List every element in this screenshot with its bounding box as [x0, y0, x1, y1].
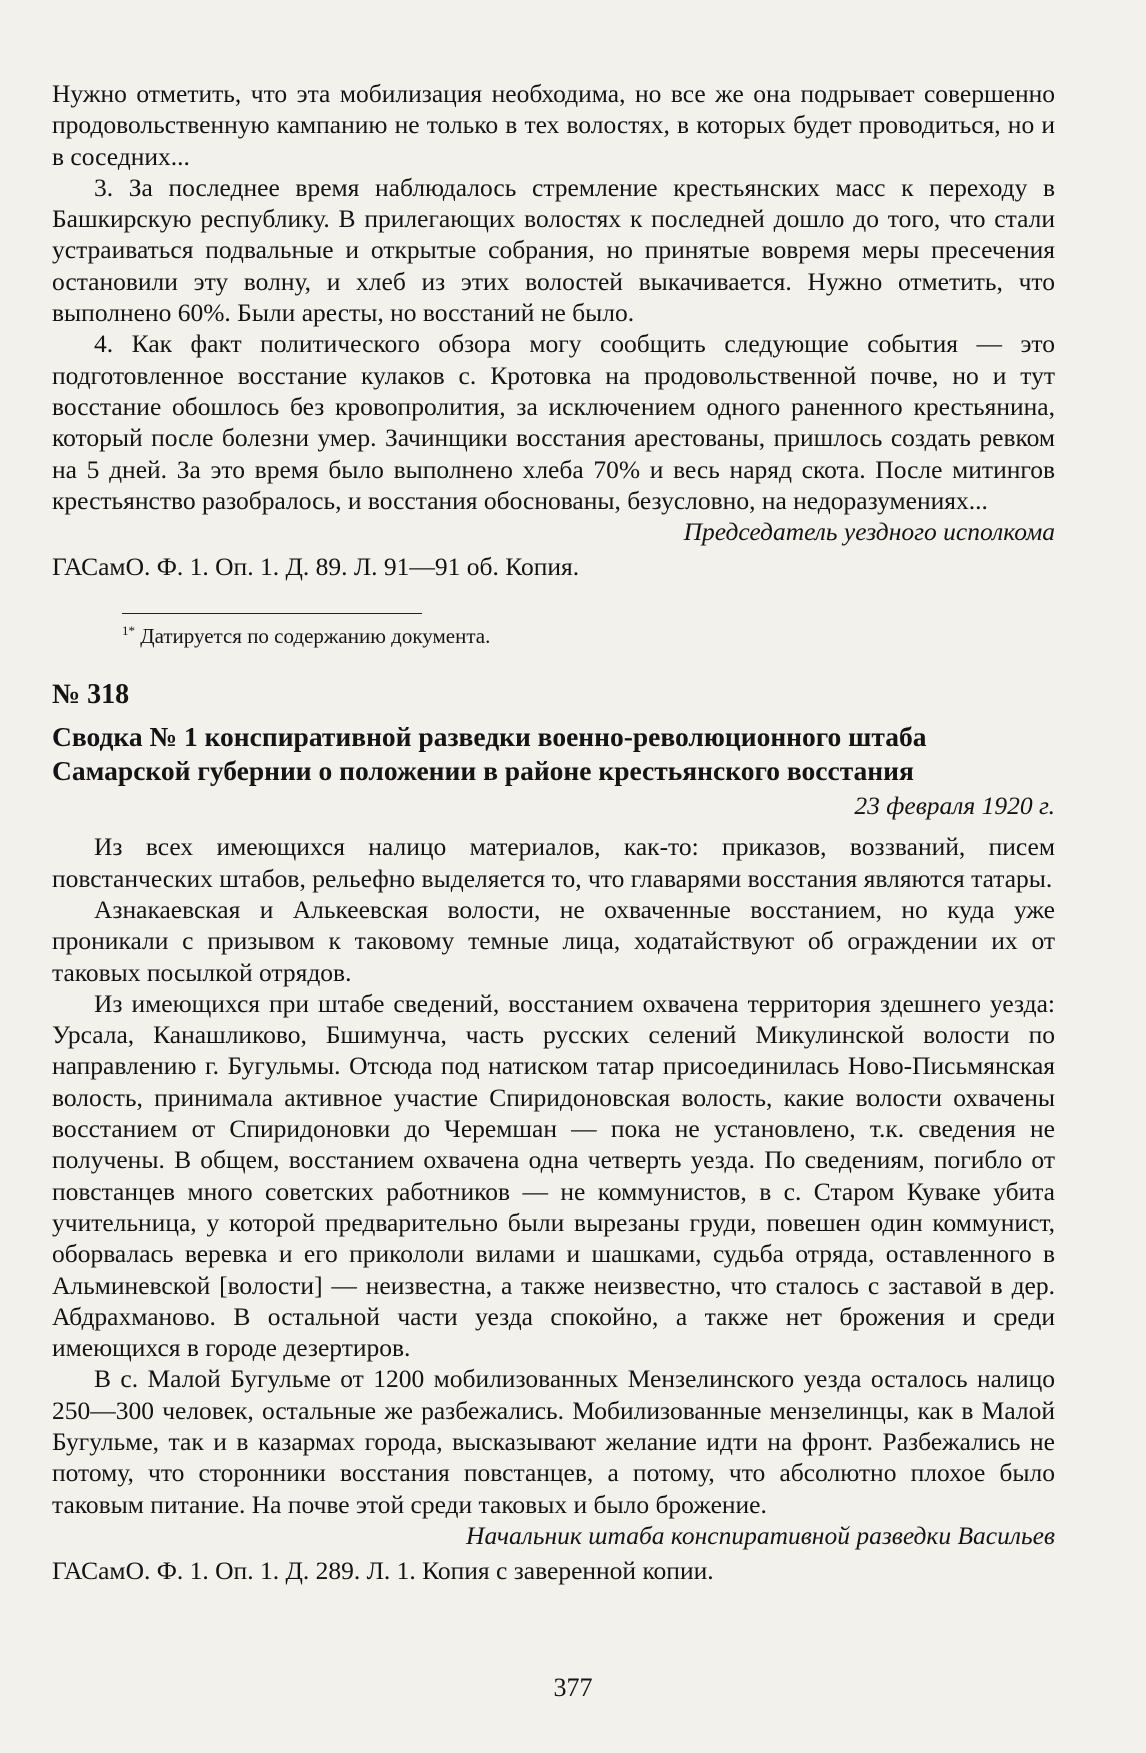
footnote-text: Датируется по содержанию документа.: [140, 623, 491, 648]
page-number: 377: [553, 1673, 593, 1702]
footnote-mark: 1*: [122, 622, 135, 638]
document-title: Сводка № 1 конспиративной разведки военно-революционного штаба Самарской губернии о положении в районе крестьянского восстания: [52, 721, 927, 787]
signature: Начальник штаба конспиративной разведки Васильев: [466, 1520, 1055, 1550]
paragraph: 4. Как факт политического обзора могу сообщить следующие события — это подготовленное восстание кулаков с. Кротовка на продовольственной почве, но и тут восстание обошлось без кровопролития, за исключением одного раненного крестьянина, который после болезни умер. Зачинщики восстания арестованы, пришлось создать ревком на 5 дней. За это время было выполнено хлеба 70% и весь наряд скота. После митингов крестьянство разобралось, и восстания обоснованы, безусловно, на недоразумениях...: [52, 329, 1055, 515]
paragraph: Нужно отметить, что эта мобилизация необходима, но все же она подрывает совершенно продовольственную кампанию не только в тех волостях, в которых будет проводиться, но и в соседних...: [52, 79, 1055, 171]
archive-source: ГАСамО. Ф. 1. Оп. 1. Д. 89. Л. 91—91 об. Копия.: [52, 552, 580, 582]
footnote: [122, 618, 1055, 649]
signature: Председатель уездного исполкома: [683, 517, 1055, 547]
paragraph: Из имеющихся при штабе сведений, восстанием охвачена территория здешнего уезда: Урсала, Канашликово, Бшимунча, часть русских селений Микулинской волости по направлению г. Бугульмы. Отсюда под натиском татар присоединилась Ново-Письмянская волость, принимала активное участие Спиридоновская волость, какие волости охвачены восстанием от Спиридоновки до Черемшан — пока не установлено, т.к. сведения не получены. В общем, восстанием охвачена одна четверть уезда. По сведениям, погибло от повстанцев много советских работников — не коммунистов, в с. Старом Куваке убита учительница, у которой предварительно были вырезаны груди, повешен один коммунист, оборвалась веревка и его прикололи вилами и шашками, судьба отряда, оставленного в Альминевской [волости] — неизвестна, а также неизвестно, что сталось с заставой в дер. Абдрахманово. В остальной части уезда спокойно, а также нет брожения и среди имеющихся в городе дезертиров.: [52, 988, 1055, 1363]
paragraph: В с. Малой Бугульме от 1200 мобилизованных Мензелинского уезда осталось налицо 250—300 человек, остальные же разбежались. Мобилизованные мензелинцы, как в Малой Бугульме, так и в казармах города, высказывают желание идти на фронт. Разбежались не потому, что сторонники восстания повстанцев, а потому, что абсолютно плохое было таковым питание. На почве этой среди таковых и было брожение.: [52, 1364, 1055, 1519]
document-date: 23 февраля 1920 г.: [854, 791, 1055, 821]
footnote-divider: [122, 613, 422, 614]
page-body: [52, 78, 1055, 1586]
paragraph: Из всех имеющихся налицо материалов, как-то: приказов, воззваний, писем повстанческих штабов, рельефно выделяется то, что главарями восстания являются татары.: [52, 832, 1055, 893]
archive-source: ГАСамО. Ф. 1. Оп. 1. Д. 289. Л. 1. Копия с заверенной копии.: [52, 1556, 714, 1586]
paragraph: 3. За последнее время наблюдалось стремление крестьянских масс к переходу в Башкирскую республику. В прилегающих волостях к последней дошло до того, что стали устраиваться подвальные и открытые собрания, но принятые вовремя меры пресечения остановили эту волну, и хлеб из этих волостей выкачивается. Нужно отметить, что выполнено 60%. Были аресты, но восстаний не было.: [52, 172, 1055, 328]
paragraph: Азнакаевская и Алькеевская волости, не охваченные восстанием, но куда уже проникали с призывом к таковому темные лица, ходатайствуют об ограждении их от таковых посылкой отрядов.: [52, 894, 1055, 987]
document-number: № 318: [52, 678, 130, 710]
